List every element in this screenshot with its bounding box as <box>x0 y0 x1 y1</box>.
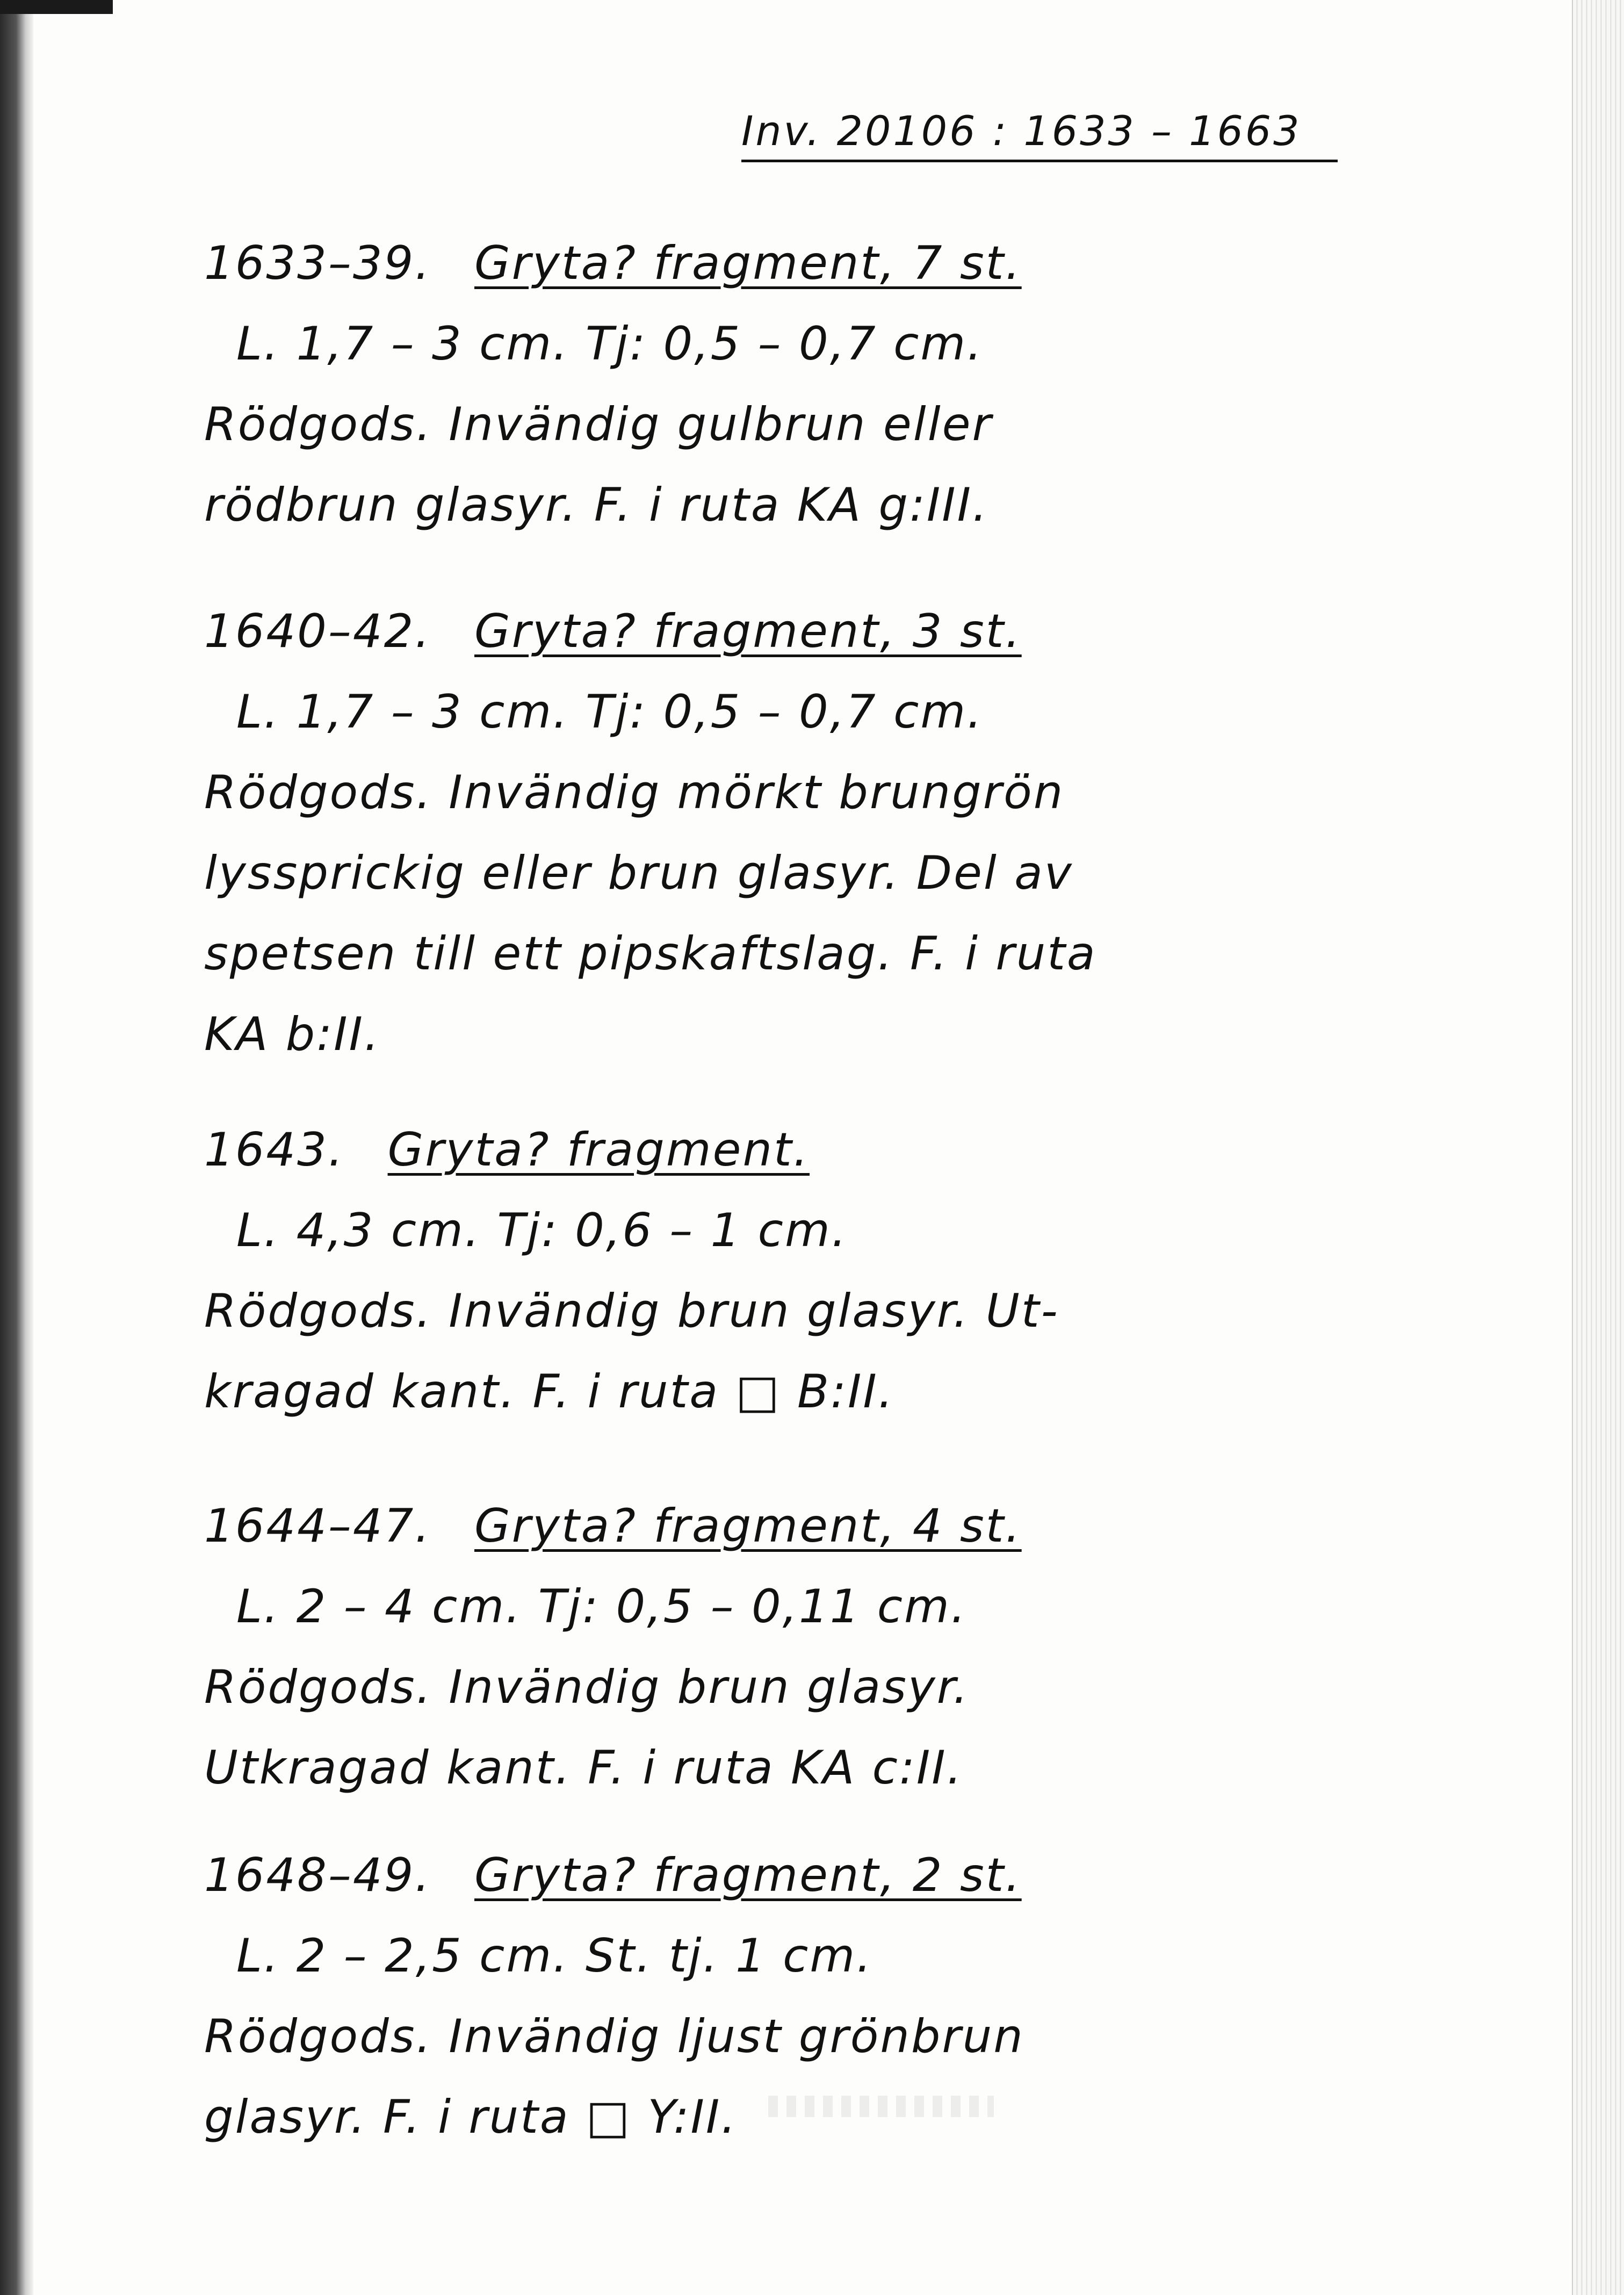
entry-description-line: glasyr. F. i ruta □ Y:II. <box>204 2090 738 2144</box>
entry-measurements: L. 4,3 cm. Tj: 0,6 – 1 cm. <box>236 1204 848 1257</box>
entry-number: 1644–47. <box>204 1499 431 1553</box>
entry-description-line: Utkragad kant. F. i ruta KA c:II. <box>204 1741 963 1795</box>
entry-number: 1643. <box>204 1123 345 1177</box>
entry-description-line: Rödgods. Invändig mörkt brungrön <box>204 766 1065 819</box>
entry-title-line <box>204 236 1022 290</box>
entry-title: Gryta? fragment, 2 st. <box>474 1848 1022 1902</box>
entry-measurements: L. 2 – 4 cm. Tj: 0,5 – 0,11 cm. <box>236 1580 968 1634</box>
entry-title: Gryta? fragment, 4 st. <box>474 1499 1022 1553</box>
entry-title-line <box>204 605 1022 658</box>
entry-description-line: Rödgods. Invändig brun glasyr. <box>204 1660 970 1714</box>
entry-title-line <box>204 1848 1022 1902</box>
entry-description-line: kragad kant. F. i ruta □ B:II. <box>204 1365 895 1419</box>
entry-title: Gryta? fragment, 3 st. <box>474 605 1022 658</box>
entry-measurements: L. 1,7 – 3 cm. Tj: 0,5 – 0,7 cm. <box>236 317 984 371</box>
entry-title-line <box>204 1123 810 1177</box>
header-underline <box>741 160 1338 162</box>
inventory-header <box>741 97 1343 167</box>
entry-description-line: rödbrun glasyr. F. i ruta KA g:III. <box>204 478 989 532</box>
binding-edge <box>0 0 33 2295</box>
entry-number: 1648–49. <box>204 1848 431 1902</box>
page-stack-edge <box>1572 0 1624 2295</box>
scan-corner-shadow <box>0 0 113 14</box>
entry-description-line: Rödgods. Invändig brun glasyr. Ut- <box>204 1284 1059 1338</box>
entry-measurements: L. 2 – 2,5 cm. St. tj. 1 cm. <box>236 1929 873 1983</box>
entry-number: 1633–39. <box>204 236 431 290</box>
entry-title: Gryta? fragment, 7 st. <box>474 236 1022 290</box>
entry-description-line: KA b:II. <box>204 1008 381 1061</box>
entry-title-line <box>204 1499 1022 1553</box>
entry-description-line: spetsen till ett pipskaftslag. F. i ruta <box>204 927 1097 981</box>
entry-number: 1640–42. <box>204 605 431 658</box>
show-through-ghost-text <box>768 2096 994 2117</box>
inventory-number: Inv. 20106 : 1633 – 1663 <box>741 107 1302 155</box>
entry-description-line: Rödgods. Invändig gulbrun eller <box>204 398 993 451</box>
entry-measurements: L. 1,7 – 3 cm. Tj: 0,5 – 0,7 cm. <box>236 685 984 739</box>
entry-description-line: Rödgods. Invändig ljust grönbrun <box>204 2010 1024 2063</box>
entry-description-line: lyssprickig eller brun glasyr. Del av <box>204 846 1073 900</box>
entry-title: Gryta? fragment. <box>387 1123 810 1177</box>
